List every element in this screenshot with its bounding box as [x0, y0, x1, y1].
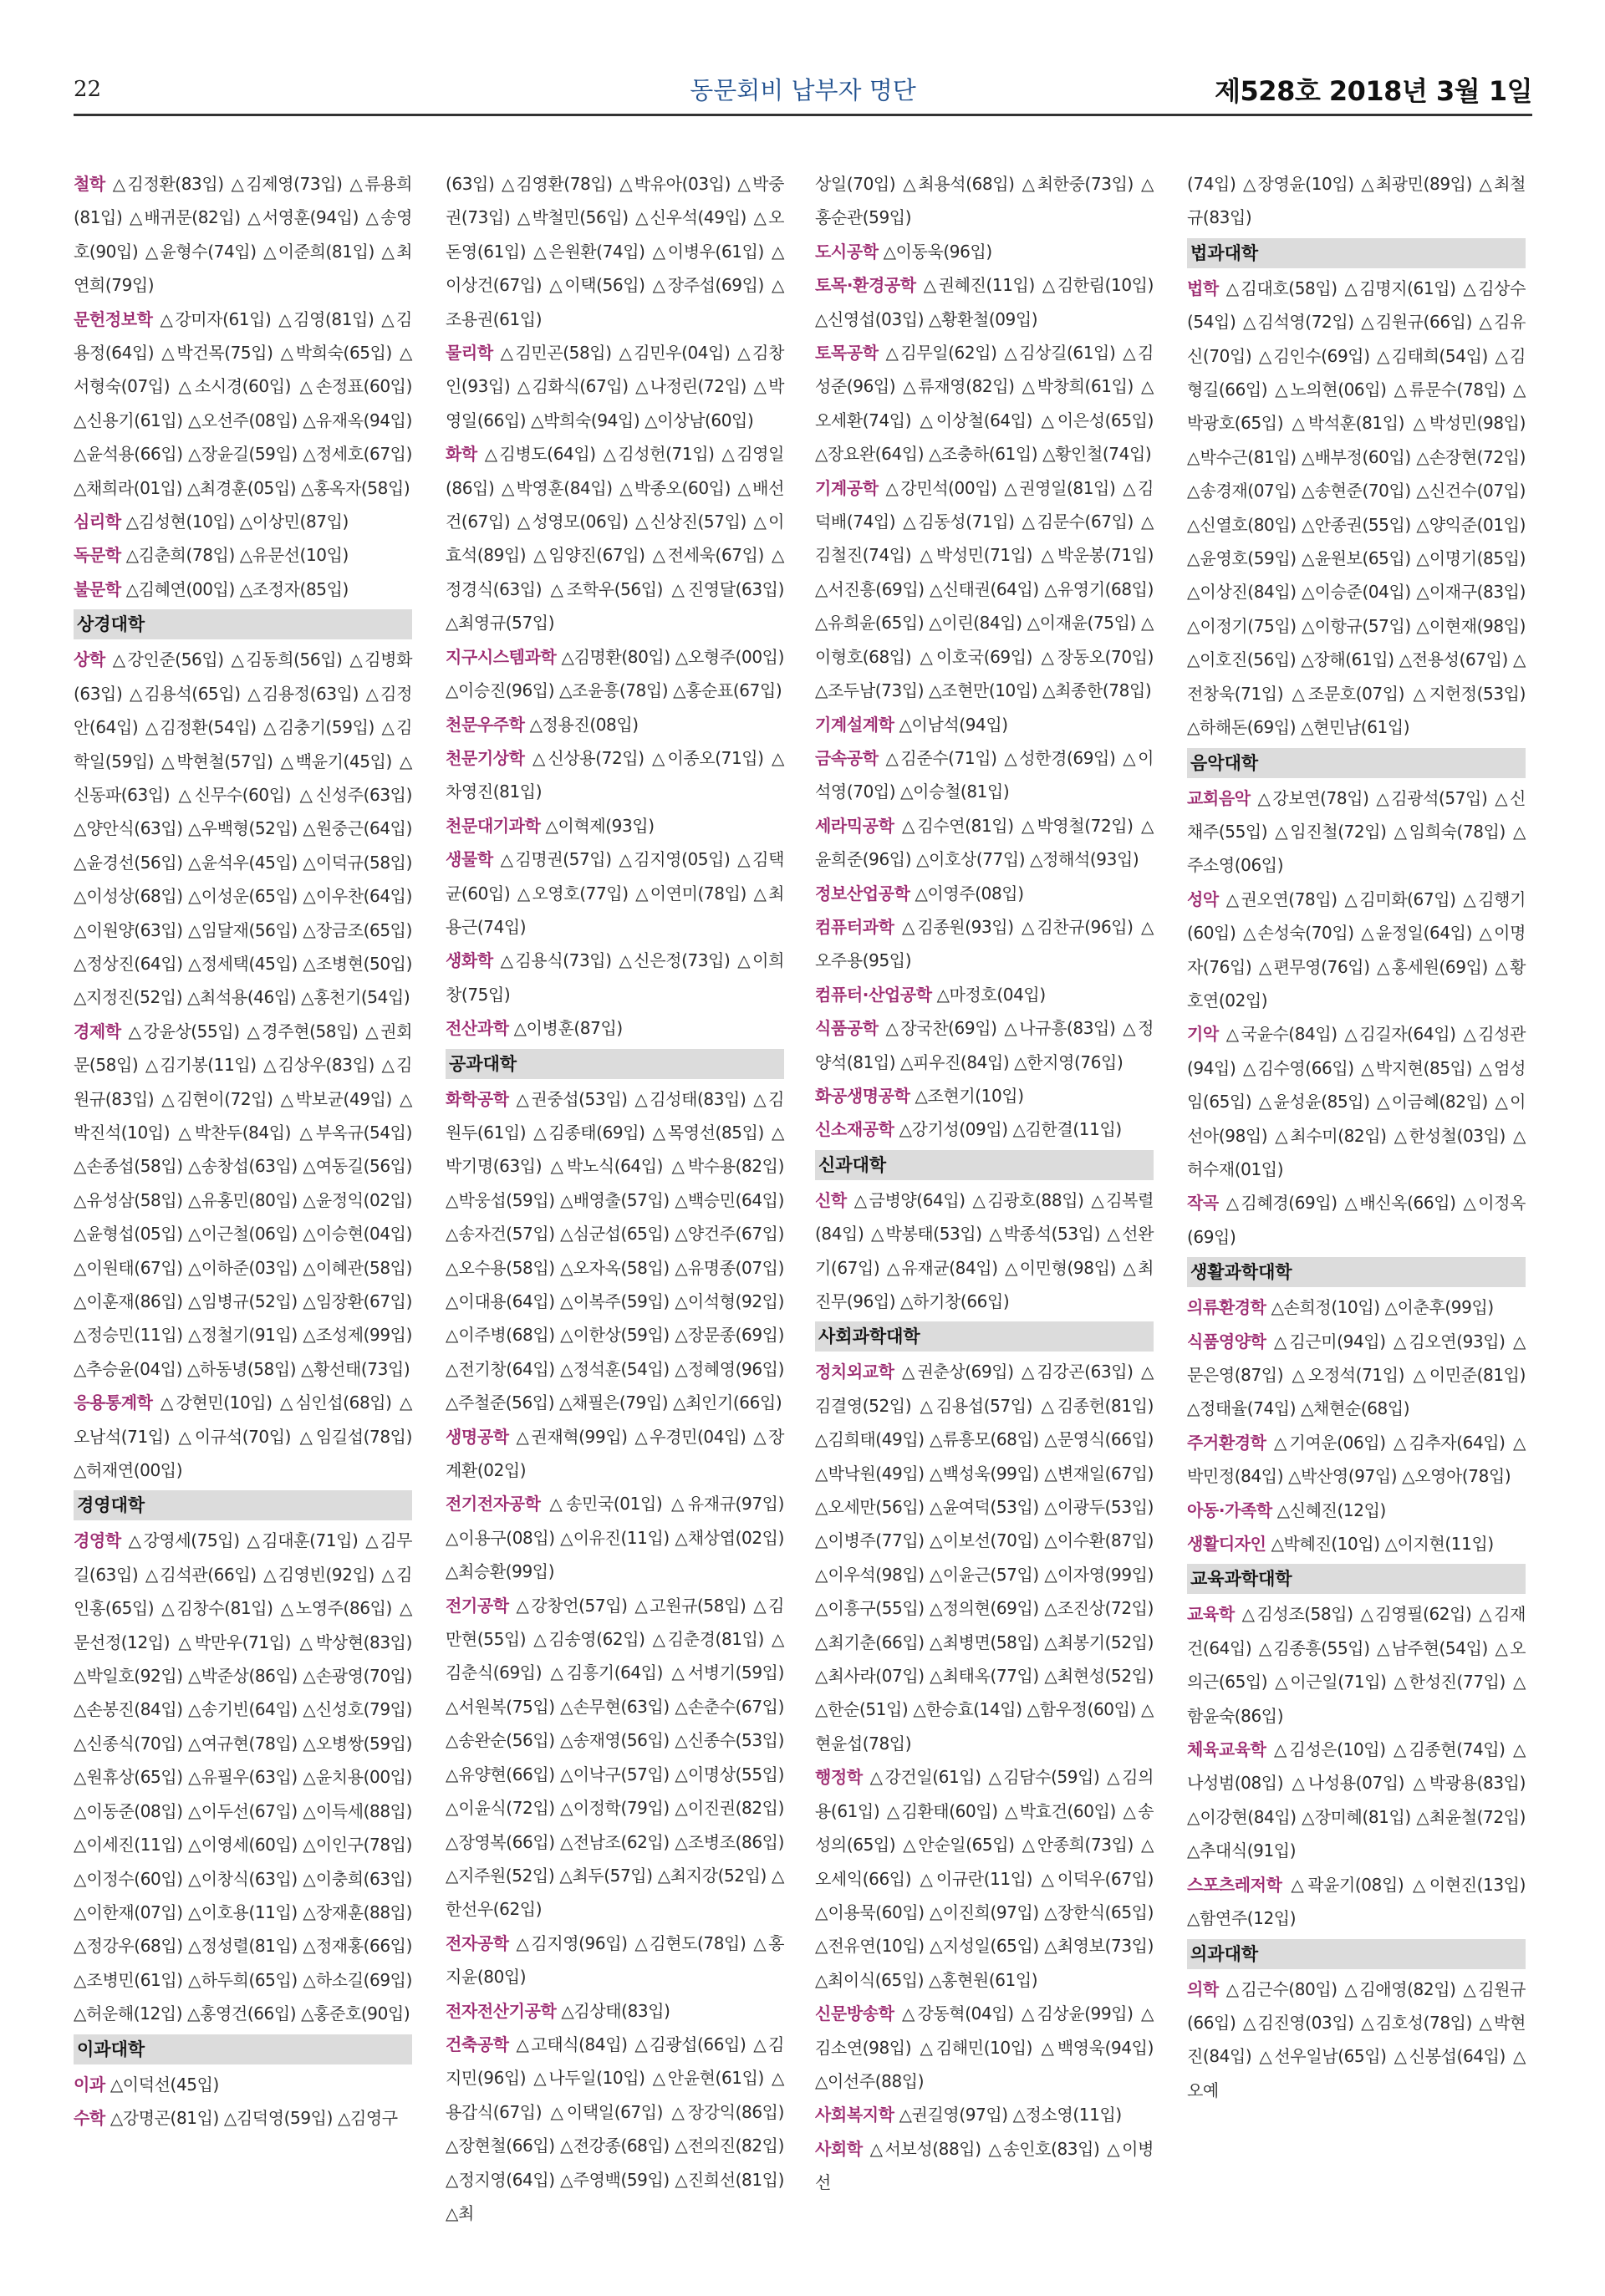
department-entry	[815, 910, 1154, 978]
department-name: 물리학	[446, 343, 493, 364]
member-list: △정용진(08입)	[529, 714, 639, 735]
member-list: △김상태(83입)	[561, 2000, 670, 2021]
department-entry	[1187, 1325, 1526, 1426]
page-header	[74, 65, 1532, 115]
department-entry	[74, 303, 412, 505]
member-list: △김지영(96입) △김현도(78입) △홍지윤(80입)	[446, 1932, 784, 1988]
department-name: 식품공학	[815, 1018, 879, 1039]
college-heading: 상경대학	[74, 609, 412, 639]
header-rule	[74, 114, 1532, 116]
member-list: △강영세(75입) △김대훈(71입) △김무길(63입) △김석관(66입) △김영빈(92입) △김인홍(65입) △김창수(81입) △노영주(86입) △문선정(12입) △박만우(71입) △박상현(83입) △박일호(92입) △박준상(86입) △손광영(70입) △손봉진(84입) △송기빈(64입) △신성호(79입) △신종식(70입) △여규현(78입) △오병쌍(59입) △원휴상(65입) △유필우(63입) △윤치용(00입) △이동준(08입) △이두선(67입) △이득세(88입) △이세진(11입) △이영세(60입) △이인구(78입) △이정수(60입) △이창식(63입) △이충희(63입) △이한재(07입) △이호용(11입) △장재훈(88입) △정강우(68입) △정성렬(81입) △정재홍(66입) △조병민(61입) △하두희(65입) △하소길(69입) △허운해(12입) △홍영건(66입) △홍준호(90입)	[74, 1530, 412, 2024]
member-list: △강기성(09입) △김한결(11입)	[899, 1119, 1122, 1140]
member-list: △이동욱(96입)	[883, 241, 992, 262]
department-name: 문헌정보학	[74, 308, 153, 329]
department-name: 의류환경학	[1187, 1297, 1266, 1318]
department-name: 교육학	[1187, 1604, 1235, 1625]
department-entry	[74, 2101, 412, 2135]
column-3	[815, 167, 1154, 2200]
member-list: △강인준(56입) △김동희(56입) △김병화(63입) △김용석(65입) △김용정(63입) △김정안(64입) △김정환(54입) △김충기(59입) △김학일(59입) △박현철(57입) △백윤기(45입) △신동파(63입) △신무수(60입) △신성주(63입) △양안식(63입) △우백형(52입) △원중근(64입) △윤경선(56입) △윤석우(45입) △이덕규(58입) △이성상(68입) △이성운(65입) △이우찬(64입) △이원양(63입) △임달재(56입) △장금조(65입) △정상진(64입) △정세택(45입) △조병현(50입) △지정진(52입) △최석용(46입) △홍천기(54입)	[74, 649, 412, 1008]
department-entry	[815, 336, 1154, 471]
member-list: △신혜진(12입)	[1276, 1499, 1386, 1520]
department-entry	[815, 708, 1154, 741]
department-entry	[74, 1524, 412, 2030]
department-name: 생활디자인	[1187, 1534, 1266, 1555]
college-heading: 교육과학대학	[1187, 1564, 1526, 1594]
department-name: 아동·가족학	[1187, 1499, 1272, 1520]
department-name: 심리학	[74, 512, 121, 532]
member-list: 상일(70입) △최용석(68입) △최한중(73입) △홍순관(59입)	[815, 174, 1154, 228]
department-entry	[446, 708, 784, 741]
department-entry	[446, 1011, 784, 1045]
member-list: △김근미(94입) △김오연(93입) △문은영(87입) △오정석(71입) △이민준(81입) △정태율(74입) △채현순(68입)	[1187, 1331, 1526, 1419]
member-list: △강동혁(04입) △김상윤(99입) △김소연(98입) △김해민(10입) △백영욱(94입) △이선주(88입)	[815, 2003, 1154, 2091]
member-list: △김수연(81입) △박영철(72입) △윤희준(96입) △이호상(77입) △정해석(93입)	[815, 815, 1154, 870]
department-entry	[1187, 1733, 1526, 1868]
department-entry	[446, 1487, 784, 1588]
department-name: 생화학	[446, 950, 493, 971]
department-entry	[74, 505, 412, 538]
section-title: 동문회비 납부자 명단	[690, 76, 916, 104]
department-name: 작곡	[1187, 1193, 1219, 1214]
department-name: 체육교육학	[1187, 1739, 1266, 1760]
member-list: △손희정(10입) △이춘후(99입)	[1271, 1297, 1494, 1318]
continued-entry	[1187, 167, 1526, 235]
college-heading: 생활과학대학	[1187, 1257, 1526, 1287]
department-entry	[446, 336, 784, 437]
member-list: △강창언(57입) △고원규(58입) △김만현(55입) △김송영(62입) △김춘경(81입) △김춘식(69입) △김흥기(64입) △서병기(59입) △서원복(75입) △손무현(63입) △손춘수(67입) △송완순(56입) △송재영(56입) △신종수(53입) △유양현(66입) △이낙구(57입) △이명상(55입) △이윤식(72입) △이정학(79입) △이진권(82입) △장영복(66입) △전남조(62입) △조병조(86입) △지주원(52입) △최두(57입) △최지강(52입) △한선우(62입)	[446, 1595, 784, 1920]
department-entry	[1187, 1017, 1526, 1186]
college-heading: 음악대학	[1187, 748, 1526, 778]
member-list: △강명곤(81입) △김덕영(59입) △김영구	[110, 2107, 398, 2128]
member-list: △박혜진(10입) △이지현(11입)	[1271, 1534, 1494, 1555]
department-entry	[1187, 1291, 1526, 1324]
department-name: 전기전자공학	[446, 1494, 541, 1515]
page-number: 22	[74, 77, 102, 102]
department-entry	[1187, 1527, 1526, 1560]
department-entry	[815, 978, 1154, 1011]
column-2	[446, 167, 784, 2230]
department-entry	[815, 268, 1154, 336]
department-entry	[1187, 1973, 1526, 2108]
department-entry	[815, 1355, 1154, 1760]
member-list: △김종원(93입) △김찬규(96입) △오주용(95입)	[815, 916, 1154, 971]
member-list: △김민곤(58입) △김민우(04입) △김창인(93입) △김화식(67입) △나정린(72입) △박영일(66입) △박희숙(94입) △이상남(60입)	[446, 343, 784, 430]
member-list: △김성은(10입) △김종현(74입) △나성범(08입) △나성용(07입) △박광용(83입) △이강현(84입) △장미혜(81입) △최윤철(72입) △추대식(91입)	[1187, 1739, 1526, 1861]
department-name: 기계공학	[815, 477, 879, 498]
department-entry	[1187, 1494, 1526, 1527]
member-list: △국윤수(84입) △김길자(64입) △김성관(94입) △김수영(66입) △박지현(85입) △엄성임(65입) △윤성윤(85입) △이금혜(82입) △이선아(98입) △최수미(82입) △한성철(03입) △허수재(01입)	[1187, 1024, 1526, 1179]
department-name: 불문학	[74, 578, 121, 599]
department-name: 스포츠레저학	[1187, 1874, 1282, 1895]
department-name: 교회음악	[1187, 787, 1251, 808]
member-list: △고태식(84입) △김광섭(66입) △김지민(96입) △나두일(10입) △안윤현(61입) △용갑식(67입) △이택일(67입) △장강익(86입) △장현철(66입) △전강종(68입) △전의진(82입) △정지영(64입) △주영백(59입) △진희선(81입) △최	[446, 2034, 784, 2223]
department-name: 전산과학	[446, 1018, 509, 1039]
department-name: 식품영양학	[1187, 1331, 1266, 1352]
college-heading: 공과대학	[446, 1049, 784, 1079]
department-name: 행정학	[815, 1767, 863, 1788]
college-heading: 신과대학	[815, 1150, 1154, 1180]
member-list: △이혁제(93입)	[545, 815, 655, 836]
continued-entry	[446, 167, 784, 336]
member-list: △금병양(64입) △김광호(88입) △김복렬(84입) △박봉태(53입) △박종석(53입) △선완기(67입) △유재균(84입) △이민형(98입) △최진무(96입) △하기창(66입)	[815, 1189, 1154, 1311]
member-list: △김준수(71입) △성한경(69입) △이석영(70입) △이승철(81입)	[815, 747, 1154, 802]
department-name: 법학	[1187, 277, 1219, 298]
member-list: △이영주(08입)	[915, 883, 1024, 904]
department-entry	[815, 1184, 1154, 1319]
member-list: △김성현(10입) △이상민(87입)	[125, 512, 349, 532]
college-heading: 법과대학	[1187, 238, 1526, 268]
department-entry	[446, 640, 784, 708]
member-list: △권길영(97입) △정소영(11입)	[899, 2105, 1122, 2125]
member-list: △김대호(58입) △김명지(61입) △김상수(54입) △김석영(72입) △김원규(66입) △김유신(70입) △김인수(69입) △김태희(54입) △김형길(66입) △노의현(06입) △류문수(78입) △박광호(65입) △박석훈(81입) △박성민(98입) △박수근(81입) △배부정(60입) △손장현(72입) △송경재(07입) △송현준(70입) △신건수(07입) △신열호(80입) △안종권(55입) △양익준(01입) △윤영호(59입) △윤원보(65입) △이명기(85입) △이상진(84입) △이승준(04입) △이재구(83입) △이정기(75입) △이항규(57입) △이현재(98입) △이호진(56입) △장해(61입) △전용성(67입) △전창욱(71입) △조문호(07입) △지헌정(53입) △하해돈(69입) △현민남(61입)	[1187, 277, 1526, 738]
department-entry	[74, 573, 412, 606]
department-entry	[1187, 1426, 1526, 1494]
department-name: 천문기상학	[446, 747, 525, 768]
college-heading: 의과대학	[1187, 1939, 1526, 1969]
continued-entry	[815, 167, 1154, 235]
college-heading: 경영대학	[74, 1490, 412, 1520]
member-list: △신상용(72입) △이종오(71입) △차영진(81입)	[446, 747, 784, 802]
department-name: 건축공학	[446, 2034, 509, 2054]
department-entry	[815, 2098, 1154, 2131]
department-name: 응용통계학	[74, 1392, 153, 1413]
member-list: (74입) △장영윤(10입) △최광민(89입) △최철규(83입)	[1187, 174, 1526, 228]
department-name: 수학	[74, 2107, 105, 2128]
department-entry	[815, 877, 1154, 910]
member-list: △김무일(62입) △김상길(61입) △김성준(96입) △류재영(82입) △박창희(61입) △오세환(74입) △이상철(64입) △이은성(65입) △장요완(64입) △조충하(61입) △황인철(74입)	[815, 343, 1154, 465]
member-list: △송민국(01입) △유재규(97입) △이용구(08입) △이유진(11입) △채상엽(02입) △최승환(99입)	[446, 1494, 784, 1582]
department-entry	[1187, 272, 1526, 745]
college-heading: 이과대학	[74, 2034, 412, 2064]
department-entry	[446, 1420, 784, 1488]
college-heading: 사회과학대학	[815, 1321, 1154, 1352]
department-entry	[1187, 1868, 1526, 1936]
department-name: 컴퓨터·산업공학	[815, 984, 932, 1005]
department-name: 지구시스템과학	[446, 646, 557, 667]
department-entry	[815, 741, 1154, 809]
department-entry	[815, 235, 1154, 268]
member-list: △김혜경(69입) △배신옥(66입) △이정옥(69입)	[1187, 1193, 1526, 1247]
department-name: 성악	[1187, 888, 1219, 909]
department-name: 신소재공학	[815, 1119, 894, 1140]
department-name: 화학	[446, 444, 477, 465]
member-list: △서보성(88입) △송인호(83입) △이병선	[815, 2138, 1154, 2193]
department-name: 생명공학	[446, 1426, 509, 1447]
member-list: △권재혁(99입) △우경민(04입) △장계환(02입)	[446, 1426, 784, 1481]
department-name: 금속공학	[815, 747, 879, 768]
member-list: △조현기(10입)	[915, 1085, 1024, 1106]
column-4	[1187, 167, 1526, 2107]
department-entry	[1187, 883, 1526, 1018]
member-list: △마정호(04입)	[936, 984, 1046, 1005]
member-list: △김성조(58입) △김영필(62입) △김재건(64입) △김종흥(55입) △남주현(54입) △오의근(65입) △이근일(71입) △한성진(77입) △함윤숙(86입)	[1187, 1604, 1526, 1726]
department-name: 독문학	[74, 545, 121, 566]
department-name: 전자전산기공학	[446, 2000, 557, 2021]
department-name: 정보산업공학	[815, 883, 910, 904]
department-entry	[446, 1994, 784, 2028]
department-entry	[815, 1112, 1154, 1146]
department-entry	[446, 809, 784, 843]
department-entry	[446, 1589, 784, 1927]
department-entry	[74, 167, 412, 303]
member-list: △강보연(78입) △김광석(57입) △신채주(55입) △임진철(72입) △임희숙(78입) △주소영(06입)	[1187, 787, 1526, 876]
department-entry	[74, 1015, 412, 1386]
member-list: △김병도(64입) △김성헌(71입) △김영일(86입) △박영훈(84입) △박종오(60입) △배선건(67입) △성영모(06입) △신상진(57입) △이효석(89입) △임양진(67입) △전세욱(67입) △정경식(63입) △조학우(56입) △진영달(63입) △최영규(57입)	[446, 444, 784, 634]
department-name: 천문대기과학	[446, 815, 541, 836]
issue-date: 제528호 2018년 3월 1일	[1215, 75, 1532, 107]
department-entry	[446, 2028, 784, 2230]
member-list: △강민석(00입) △권영일(81입) △김덕배(74입) △김동성(71입) △김문수(67입) △김철진(74입) △박성민(71입) △박운봉(71입) △서진흥(69입) △신태권(64입) △유영기(68입) △유희윤(65입) △이린(84입) △이재윤(75입) △이형호(68입) △이호국(69입) △장동오(70입) △조두남(73입) △조현만(10입) △최종한(78입)	[815, 477, 1154, 701]
department-name: 경영학	[74, 1530, 121, 1551]
department-entry	[1187, 781, 1526, 883]
member-list: △김정환(83입) △김제영(73입) △류용희(81입) △배귀문(82입) △서영훈(94입) △송영호(90입) △윤형수(74입) △이준희(81입) △최연희(79입)	[74, 174, 412, 296]
department-name: 토목공학	[815, 343, 879, 364]
department-entry	[815, 471, 1154, 708]
department-entry	[815, 809, 1154, 877]
department-entry	[74, 2068, 412, 2101]
department-entry	[1187, 1597, 1526, 1733]
department-entry	[74, 643, 412, 1014]
department-name: 신학	[815, 1189, 847, 1210]
department-entry	[815, 1011, 1154, 1079]
member-list: △권오연(78입) △김미화(67입) △김행기(60입) △손성숙(70입) △윤정일(64입) △이명자(76입) △편무영(76입) △홍세원(69입) △황호연(02입)	[1187, 888, 1526, 1011]
department-name: 천문우주학	[446, 714, 525, 735]
department-name: 기계설계학	[815, 714, 894, 735]
department-entry	[446, 843, 784, 944]
department-name: 정치외교학	[815, 1362, 894, 1382]
department-entry	[815, 2132, 1154, 2200]
department-name: 사회학	[815, 2138, 863, 2159]
member-list: △김용식(73입) △신은정(73입) △이희창(75입)	[446, 950, 784, 1005]
member-list: (63입) △김영환(78입) △박유아(03입) △박중권(73입) △박철민(56입) △신우석(49입) △오돈영(61입) △은원환(74입) △이병우(61입) △이상건(67입) △이택(56입) △장주섭(69입) △조용권(61입)	[446, 174, 784, 329]
department-entry	[1187, 1186, 1526, 1254]
member-list: △김명환(80입) △오형주(00입) △이승진(96입) △조윤흥(78입) △홍순표(67입)	[446, 646, 784, 701]
department-name: 신문방송학	[815, 2003, 894, 2024]
department-name: 전기공학	[446, 1595, 509, 1616]
department-name: 생물학	[446, 849, 493, 870]
department-name: 상학	[74, 649, 105, 670]
department-name: 철학	[74, 174, 105, 194]
department-name: 토목·환경공학	[815, 275, 916, 296]
department-entry	[446, 1082, 784, 1420]
department-entry	[815, 1997, 1154, 2098]
department-name: 화공생명공학	[815, 1085, 910, 1106]
department-name: 전자공학	[446, 1932, 509, 1953]
member-list: △이덕선(45입)	[110, 2074, 219, 2095]
department-entry	[446, 437, 784, 639]
department-entry	[74, 1386, 412, 1487]
department-name: 이과	[74, 2074, 105, 2095]
member-list: △권중섭(53입) △김성태(83입) △김원두(61입) △김종태(69입) △목영선(85입) △박기명(63입) △박노식(64입) △박수용(82입) △박웅섭(59입) △배영출(57입) △백승민(64입) △송자건(57입) △심군섭(65입) △양건주(67입) △오수용(58입) △오자옥(58입) △유명종(07입) △이대용(64입) △이복주(59입) △이석형(92입) △이주병(68입) △이한상(59입) △장문종(69입) △전기창(64입) △정석훈(54입) △정혜영(96입) △주철준(56입) △채필은(79입) △최인기(66입)	[446, 1088, 784, 1413]
department-name: 세라믹공학	[815, 815, 894, 836]
member-list: △강윤상(55입) △경주현(58입) △권회문(58입) △김기봉(11입) △김상우(83입) △김원규(83입) △김현이(72입) △박보균(49입) △박진석(10입) △박찬두(84입) △부옥규(54입) △손종섭(58입) △송창섭(63입) △여동길(56입) △유성삼(58입) △유홍민(80입) △윤정익(02입) △윤형섭(05입) △이근철(06입) △이승현(04입) △이원태(67입) △이하준(03입) △이혜관(58입) △이훈재(86입) △임병규(52입) △임장환(67입) △정승민(11입) △정철기(91입) △조성제(99입) △추승윤(04입) △하동녕(58입) △황선태(73입)	[74, 1021, 412, 1379]
department-name: 경제학	[74, 1021, 121, 1041]
member-list: △김춘희(78입) △유문선(10입)	[125, 545, 349, 566]
department-entry	[446, 741, 784, 809]
department-name: 컴퓨터과학	[815, 916, 894, 937]
member-list: △권춘상(69입) △김강곤(63입) △김결영(52입) △김용섭(57입) △김종헌(81입) △김희태(49입) △류흥모(68입) △문영식(66입) △박낙원(49입) △백성욱(99입) △변재일(67입) △오세만(56입) △윤여덕(53입) △이광두(53입) △이병주(77입) △이보선(70입) △이수환(87입) △이우석(98입) △이윤근(57입) △이자영(99입) △이흥구(55입) △정의현(69입) △조진상(72입) △최기춘(66입) △최병면(58입) △최봉기(52입) △최사라(07입) △최태옥(77입) △최현성(52입) △한순(51입) △한승효(14입) △함우정(60입) △현윤섭(78입)	[815, 1362, 1154, 1754]
member-list: △이남석(94입)	[899, 714, 1008, 735]
department-name: 의학	[1187, 1978, 1219, 1999]
member-list: △강건일(61입) △김담수(59입) △김의용(61입) △김환태(60입) △박효건(60입) △송성의(65입) △안순일(65입) △안종희(73입) △오세익(66입) △이규란(11입) △이덕우(67입) △이용묵(60입) △이진희(97입) △장한식(65입) △전유연(10입) △지성일(65입) △최영보(73입) △최이식(65입) △홍현원(61입)	[815, 1767, 1154, 1990]
member-list: △이병훈(87입)	[513, 1018, 623, 1039]
member-list: △김명권(57입) △김지영(05입) △김택균(60입) △오영호(77입) △이연미(78입) △최용근(74입)	[446, 849, 784, 937]
department-entry	[815, 1079, 1154, 1112]
member-list: △강현민(10입) △심인섭(68입) △오남석(71입) △이규석(70입) △임길섭(78입) △허재연(00입)	[74, 1392, 412, 1481]
department-name: 화학공학	[446, 1088, 509, 1109]
member-list: △장국찬(69입) △나규흥(83입) △정양석(81입) △피우진(84입) △한지영(76입)	[815, 1018, 1154, 1072]
department-name: 도시공학	[815, 241, 879, 262]
department-entry	[446, 944, 784, 1011]
member-list: △김근수(80입) △김애영(82입) △김원규(66입) △김진영(03입) △김호성(78입) △박현진(84입) △선우일남(65입) △신봉섭(64입) △오예	[1187, 1978, 1526, 2100]
department-entry	[446, 1927, 784, 1994]
column-1	[74, 167, 412, 2135]
department-name: 주거환경학	[1187, 1432, 1266, 1453]
department-name: 사회복지학	[815, 2105, 894, 2125]
member-list: △기여운(06입) △김추자(64입) △박민정(84입) △박산영(97입) △오영아(78입)	[1187, 1432, 1526, 1487]
member-list: △곽윤기(08입) △이현진(13입) △함연주(12입)	[1187, 1874, 1526, 1929]
member-list: △권혜진(11입) △김한림(10입) △신영섭(03입) △황환철(09입)	[815, 275, 1154, 329]
department-entry	[815, 1760, 1154, 1997]
member-list: △강미자(61입) △김영(81입) △김용정(64입) △박건목(75입) △박희숙(65입) △서형숙(07입) △소시경(60입) △손정표(60입) △신용기(61입) △오선주(08입) △유재옥(94입) △윤석용(66입) △장윤길(59입) △정세호(67입) △채희라(01입) △최경훈(05입) △홍옥자(58입)	[74, 308, 412, 498]
department-entry	[74, 538, 412, 572]
department-name: 기악	[1187, 1024, 1219, 1045]
member-list: △김혜연(00입) △조정자(85입)	[125, 578, 349, 599]
